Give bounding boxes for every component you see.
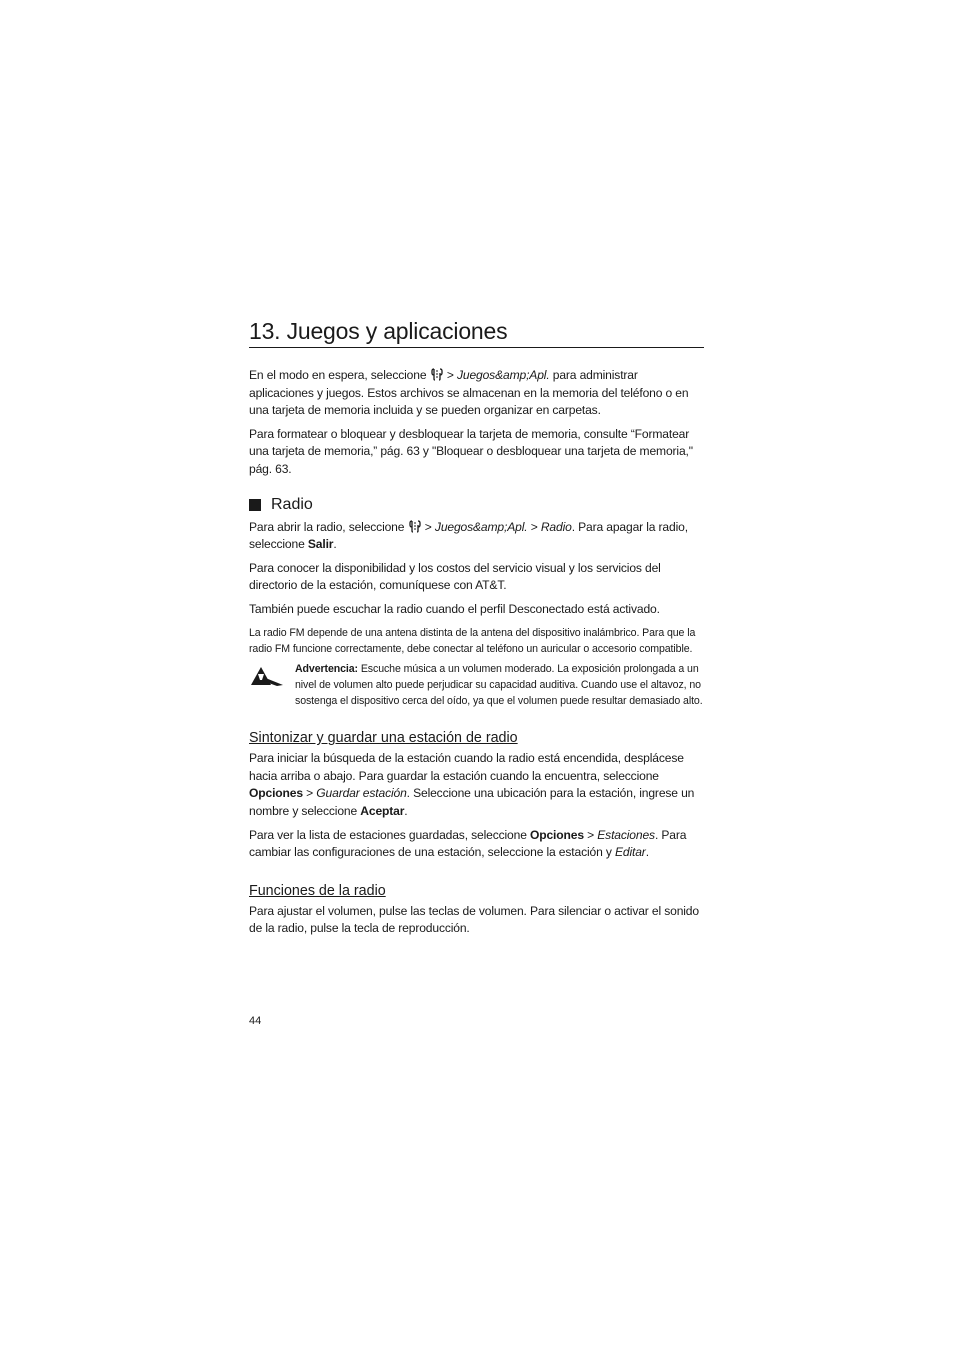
text: En el modo en espera, seleccione	[249, 368, 427, 382]
menu-path: Guardar estación	[316, 786, 407, 801]
warning-block	[249, 661, 704, 709]
radio-paragraph-3: También puede escuchar la radio cuando el perfil Desconectado está activado.	[249, 601, 660, 616]
menu-path: Radio	[540, 519, 572, 534]
radio-paragraph-2: Para conocer la disponibilidad y los costos del servicio visual y los servicios del directorio de la estación, comuníquese con AT&T.	[249, 560, 661, 593]
text: >	[306, 786, 314, 801]
subsection-heading-tune: Sintonizar y guardar una estación de radio	[249, 730, 518, 747]
softkey-label: Opciones	[249, 786, 303, 801]
intro-paragraph-1	[249, 367, 704, 420]
warning-triangle-icon	[249, 665, 285, 687]
tune-paragraph-2	[249, 827, 704, 862]
softkey-label: Salir	[307, 537, 334, 552]
text: >	[530, 519, 538, 534]
menu-path: Editar	[614, 845, 646, 860]
section-heading-radio	[249, 496, 704, 514]
menu-path: Estaciones	[597, 827, 655, 842]
black-square-icon	[249, 499, 261, 511]
text: Para iniciar la búsqueda de la estación cuando la radio está encendida, desplácese hacia arriba o abajo. Para guardar la estación cuando la encuentra, seleccione	[249, 751, 684, 783]
text: >	[424, 519, 432, 534]
text: Para ver la lista de estaciones guardadas, seleccione	[249, 827, 527, 842]
warning-icon-wrap	[249, 661, 295, 709]
functions-section	[249, 903, 704, 938]
chapter-title: 13. Juegos y aplicaciones	[249, 318, 704, 348]
heading-label: Radio	[271, 495, 313, 513]
warning-text	[295, 661, 704, 709]
menu-path: Juegos&amp;Apl.	[456, 368, 550, 382]
radio-section	[249, 519, 704, 710]
radio-note: La radio FM depende de una antena distinta de la antena del dispositivo inalámbrico. Para que la radio FM funcione correctamente, debe conectar al teléfono un auricular o accesorio compatible.	[249, 626, 696, 655]
page-number: 44	[249, 1015, 262, 1027]
text: .	[404, 803, 408, 818]
text: para administrar aplicaciones y juegos. Estos archivos se almacenan en la memoria del teléfono o en una tarjeta de memoria incluida y se pueden organizar en carpetas.	[249, 368, 689, 418]
tune-paragraph-1	[249, 750, 704, 820]
text: Para abrir la radio, seleccione	[249, 519, 405, 534]
intro-paragraph-2: Para formatear o bloquear y desbloquear la tarjeta de memoria, consulte “Formatear una tarjeta de memoria,” pág. 63 y "Bloquear o desbloquear una tarjeta de memoria," pág. 63.	[249, 426, 693, 476]
text: . Para apagar la radio, seleccione	[249, 519, 688, 552]
menu-path: Juegos&amp;Apl.	[434, 519, 528, 534]
text: >	[446, 368, 454, 382]
text: Escuche música a un volumen moderado. La exposición prolongada a un nivel de volumen alto puede perjudicar su capacidad auditiva. Cuando use el altavoz, no sostenga el dispositivo cerca del oído, ya que el volumen puede resultar demasiado alto.	[295, 663, 703, 708]
text: >	[587, 827, 595, 842]
menu-key-icon	[431, 367, 443, 381]
softkey-label: Opciones	[529, 827, 584, 842]
text: . Seleccione una ubicación para la estación, ingrese un nombre y seleccione	[249, 786, 695, 818]
text: .	[645, 845, 649, 860]
functions-paragraph-1: Para ajustar el volumen, pulse las teclas de volumen. Para silenciar o activar el sonido de la radio, pulse la tecla de reproducción.	[249, 903, 699, 936]
text: .	[333, 537, 337, 552]
radio-paragraph-1	[249, 519, 704, 554]
subsection-heading-functions: Funciones de la radio	[249, 882, 386, 899]
warning-label: Advertencia:	[295, 663, 358, 676]
tune-section	[249, 750, 704, 862]
text: . Para cambiar las configuraciones de una estación, seleccione la estación y	[249, 827, 687, 860]
softkey-label: Aceptar	[360, 803, 405, 818]
menu-key-icon	[409, 519, 421, 533]
page-content	[249, 318, 704, 944]
intro-section	[249, 367, 704, 479]
